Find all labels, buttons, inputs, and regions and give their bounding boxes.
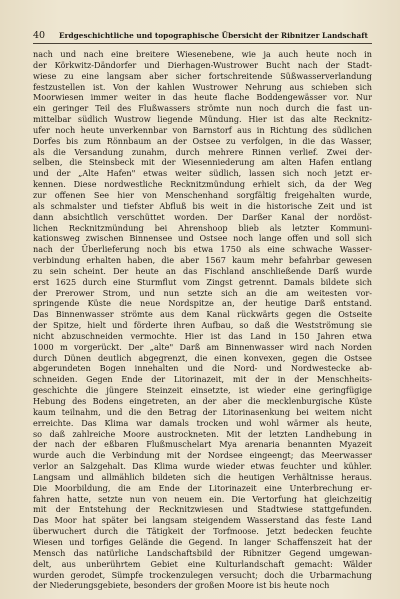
- text-line: Hebung des Bodens eingetreten, an der aber die mecklenburgische Küste: [33, 396, 372, 406]
- text-line: ein geringer Teil des Flußwassers strömte nun noch durch die fast un-: [33, 103, 372, 114]
- text-line: überwuchert durch die Tätigkeit der Torfmoose. Jetzt bedecken feuchte: [33, 526, 372, 537]
- text-line: fahren hatte, setzte nun von neuem ein. Die Vertorfung hat gleichzeitig: [33, 493, 372, 504]
- text-line: der Körkwitz-Dändorfer und Dierhagen-Wustrower Bucht nach der Stadt-: [33, 59, 372, 70]
- text-line: erst 1625 durch eine Sturmflut vom Zingst getrennt. Damals bildete sich: [33, 276, 372, 287]
- running-title: Erdgeschichtliche und topographische Übersicht der Ribnitzer Landschaft: [59, 31, 368, 40]
- text-line: so daß zahlreiche Moore austrockneten. Mit der letzten Landhebung in: [33, 428, 372, 439]
- text-line: der nach der eßbaren Flußmuschelart Mya arenaria benannten Myazeit: [33, 439, 372, 450]
- text-line: Langsam und allmählich bildeten sich die heutigen Verhältnisse heraus.: [33, 471, 372, 482]
- text-line: geschichte die jüngere Steinzeit einsetzte, ist wieder eine geringfügige: [33, 385, 372, 396]
- text-line: kaum teilnahm, und die den Betrag der Litorinasenkung bei weitem nicht: [33, 406, 372, 417]
- text-line: Wiesen und torfiges Gelände die Gegend. In langer Schaffenszeit hat der: [33, 536, 372, 547]
- text-line: delt, aus unberührtem Gebiet eine Kulturlandschaft gemacht: Wälder: [33, 558, 372, 569]
- text-line: der Spitze, hielt und förderte ihren Aufbau, so daß die Westströmung sie: [33, 320, 372, 331]
- text-line: Das Moor hat später bei langsam steigendem Wasserstand das feste Land: [33, 515, 372, 526]
- text-line: als die Versandung zunahm, durch mehrere Rinnen verlief. Zwei der-: [33, 146, 372, 157]
- text-line: nach und nach eine breitere Wiesenebene, wie ja auch heute noch in: [33, 49, 372, 59]
- text-line: Dorfes bis zum Rönnbaum an der Ostsee zu verfolgen, in die das Wasser,: [33, 135, 372, 146]
- text-line: dann absichtlich verschüttet worden. Der Darßer Kanal der nordöst-: [33, 211, 372, 222]
- text-line: mit der Entstehung der Recknitzwiesen und Stadtwiese stattgefunden.: [33, 504, 372, 515]
- text-line: wiese zu eine langsam aber sicher fortschreitende Süßwasserverlandung: [33, 70, 372, 81]
- text-line: zu sein scheint. Der heute an das Fischland anschließende Darß wurde: [33, 265, 372, 276]
- page-header: [33, 30, 372, 44]
- text-line: wurden gerodet, Sümpfe trockenzulegen versucht; doch die Urbarmachung: [33, 569, 372, 580]
- text-line: und der „Alte Hafen" etwas weiter südlich, lassen sich noch jetzt er-: [33, 168, 372, 179]
- text-line: nicht abzuschneiden vermochte. Hier ist das Land in 150 Jahren etwa: [33, 330, 372, 341]
- text-line: Mensch das natürliche Landschaftsbild der Ribnitzer Gegend umgewan-: [33, 547, 372, 558]
- text-line: erreichte. Das Klima war damals trocken und wohl wärmer als heute,: [33, 417, 372, 428]
- text-line: mittelbar südlich Wustrow liegende Mündung. Hier ist das alte Recknitz-: [33, 114, 372, 125]
- text-line: der Prerower Strom, und nun setzte sich an die am weitesten vor-: [33, 287, 372, 298]
- page-number: 40: [33, 30, 46, 41]
- text-line: wurde auch die Verbindung mit der Nordsee eingeengt; das Meerwasser: [33, 450, 372, 461]
- text-line: als schmalster und tiefster Abfluß bis weit in die historische Zeit und ist: [33, 200, 372, 211]
- text-line: kationsweg zwischen Binnensee und Ostsee noch lange offen und soll sich: [33, 233, 372, 244]
- text-line: der Niederungsgebiete, besonders der großen Moore ist bis heute noch: [33, 580, 330, 591]
- text-line: schneiden. Gegen Ende der Litorinazeit, mit der in der Menschheits-: [33, 374, 372, 385]
- text-line: zur offenen See hier von Menschenhand sorgfältig freigehalten wurde,: [33, 189, 372, 200]
- text-line: durch Dünen deutlich abgegrenzt, die einen konvexen, gegen die Ostsee: [33, 352, 372, 363]
- text-line: Das Binnenwasser strömte aus dem Kanal rückwärts gegen die Ostseite: [33, 309, 372, 320]
- text-line: verbindung erhalten haben, die aber 1567 kaum mehr befahrbar gewesen: [33, 255, 372, 266]
- text-line: abgerundeten Bogen innehalten und die Nord- und Nordwestecke ab-: [33, 363, 372, 374]
- text-line: ufer noch heute unverkennbar von Barnstorf aus in Richtung des südlichen: [33, 124, 372, 135]
- text-line: kennen. Diese nordwestliche Recknitzmündung erhielt sich, da der Weg: [33, 179, 372, 190]
- body-text: [33, 49, 372, 591]
- text-line: lichen Recknitzmündung bei Ahrenshoop blieb als letzter Kommuni-: [33, 222, 372, 233]
- text-line: Die Moorbildung, die am Ende der Litorinazeit eine Unterbrechung er-: [33, 482, 372, 493]
- text-line: Moorwiesen immer weiter in das heute flache Boddengewässer vor. Nur: [33, 92, 372, 103]
- text-line: selben, die Steinsbeck mit der Wiesenniederung am alten Hafen entlang: [33, 157, 372, 168]
- text-line: 1000 m vorgerückt. Der „alte" Darß am Binnenwasser wird nach Norden: [33, 341, 372, 352]
- text-line: springende Küste die neue Nordspitze an, der heutige Darß entstand.: [33, 298, 372, 309]
- text-line: festzustellen ist. Von der kahlen Wustrower Nehrung aus schieben sich: [33, 81, 372, 92]
- text-line: nach der Überlieferung noch bis etwa 1750 als eine schwache Wasser-: [33, 244, 372, 255]
- text-line: verlor an Salzgehalt. Das Klima wurde wieder etwas feuchter und kühler.: [33, 461, 372, 472]
